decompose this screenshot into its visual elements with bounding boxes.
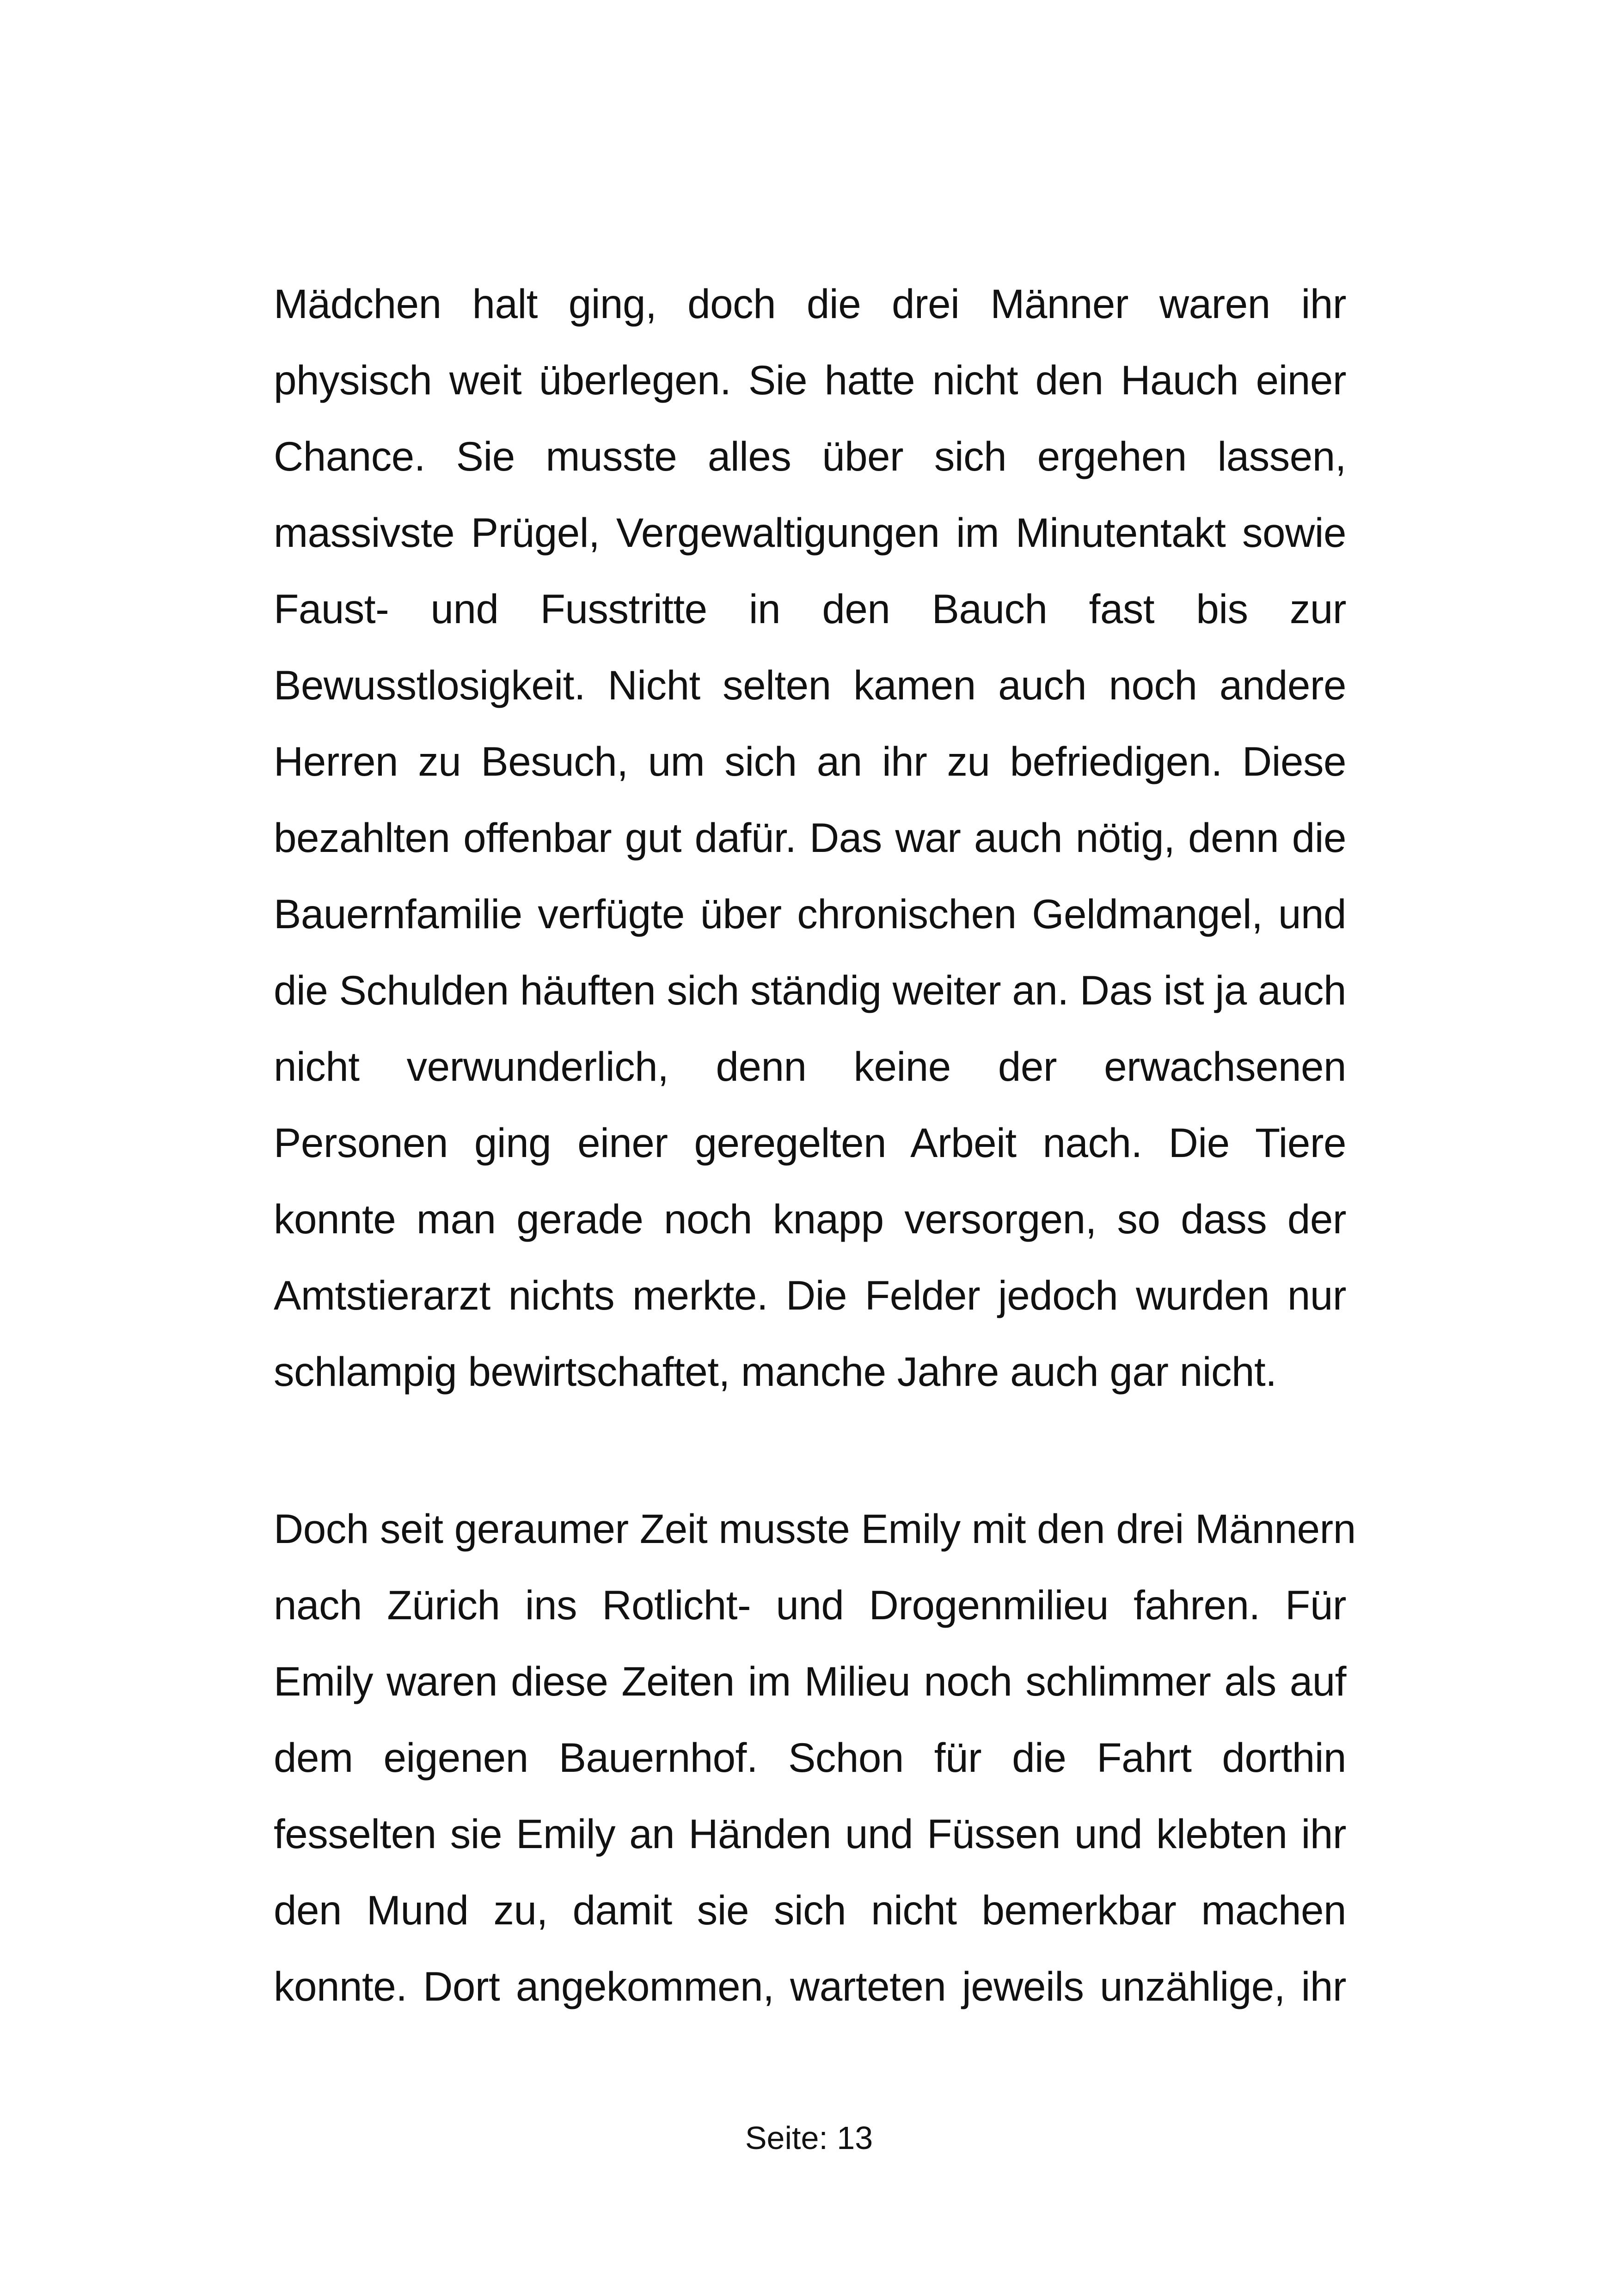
text-line: schlampig bewirtschaftet, manche Jahre auch gar nicht. — [274, 1348, 1277, 1395]
text-line: fesselten sie Emily an Händen und Füssen und klebten ihr — [274, 1811, 1346, 1857]
text-line: konnte. Dort angekommen, warteten jeweils unzählige, ihr — [274, 1963, 1346, 2009]
text-line: Mädchen halt ging, doch die drei Männer waren ihr — [274, 281, 1346, 327]
text-line: Herren zu Besuch, um sich an ihr zu befriedigen. Diese — [274, 738, 1346, 784]
text-line: bezahlten offenbar gut dafür. Das war auch nötig, denn die — [274, 814, 1346, 861]
text-line: die Schulden häuften sich ständig weiter an. Das ist ja auch — [274, 967, 1347, 1013]
text-line: Bauernfamilie verfügte über chronischen Geldmangel, und — [274, 891, 1346, 937]
paragraph-1 — [274, 266, 1346, 1410]
text-line: dem eigenen Bauernhof. Schon für die Fahrt dorthin — [274, 1734, 1346, 1781]
text-line: den Mund zu, damit sie sich nicht bemerkbar machen — [274, 1887, 1346, 1933]
text-line: nach Zürich ins Rotlicht- und Drogenmilieu fahren. Für — [274, 1582, 1346, 1628]
text-line: massivste Prügel, Vergewaltigungen im Minutentakt sowie — [274, 509, 1346, 556]
paragraph-2 — [274, 1491, 1356, 2025]
text-line: Personen ging einer geregelten Arbeit nach. Die Tiere — [274, 1120, 1346, 1166]
text-line: Amtstierarzt nichts merkte. Die Felder jedoch wurden nur — [274, 1272, 1346, 1318]
page-number: Seite: 13 — [745, 2120, 873, 2156]
text-line: physisch weit überlegen. Sie hatte nicht den Hauch einer — [274, 357, 1346, 403]
text-line: nicht verwunderlich, denn keine der erwachsenen — [274, 1043, 1346, 1090]
text-line: Faust- und Fusstritte in den Bauch fast bis zur — [274, 586, 1346, 632]
text-line: Bewusstlosigkeit. Nicht selten kamen auch noch andere — [274, 662, 1346, 708]
text-line: Doch seit geraumer Zeit musste Emily mit den drei Männern — [274, 1506, 1356, 1552]
text-line: Emily waren diese Zeiten im Milieu noch schlimmer als auf — [274, 1658, 1346, 1704]
text-line: konnte man gerade noch knapp versorgen, so dass der — [274, 1196, 1346, 1242]
text-line: Chance. Sie musste alles über sich ergehen lassen, — [274, 433, 1346, 479]
